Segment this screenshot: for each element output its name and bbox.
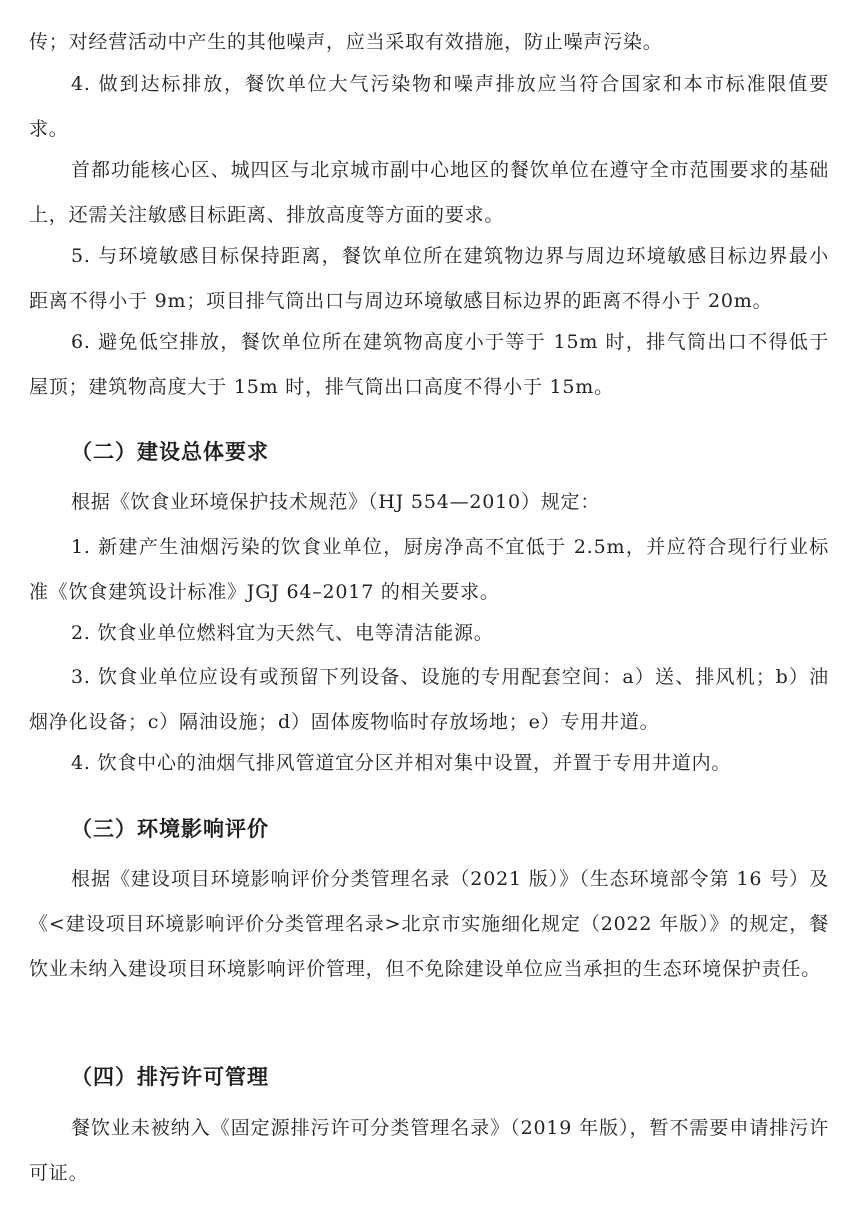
paragraph-item-4-exhaust-duct: 4. 饮食中心的油烟气排风管道宜分区并相对集中设置，并置于专用井道内。	[71, 752, 732, 774]
heading-environmental-impact-assessment: （三）环境影响评价	[71, 817, 269, 841]
paragraph-item-2-clean-fuel: 2. 饮食业单位燃料宜为天然气、电等清洁能源。	[71, 622, 494, 644]
paragraph-hj554-reference: 根据《饮食业环境保护技术规范》（HJ 554—2010）规定：	[71, 491, 601, 513]
heading-discharge-permit-management: （四）排污许可管理	[71, 1065, 269, 1089]
paragraph-eia-catalogue: 根据《建设项目环境影响评价分类管理名录（2021 版）》（生态环境部令第 16 号）及《<建设项目环境影响评价分类管理名录>北京市实施细化规定（2022 年版）》的规定，餐饮业未纳入建设项目环境影响评价管理，但不免除建设单位应当承担的生态环境保护责任。	[29, 868, 829, 980]
paragraph-core-district-requirements: 首都功能核心区、城四区与北京城市副中心地区的餐饮单位在遵守全市范围要求的基础上，还需关注敏感目标距离、排放高度等方面的要求。	[29, 159, 829, 226]
paragraph-noise-measures: 传；对经营活动中产生的其他噪声，应当采取有效措施，防止噪声污染。	[29, 31, 663, 53]
paragraph-item-6-low-altitude: 6. 避免低空排放，餐饮单位所在建筑物高度小于等于 15m 时，排气筒出口不得低于屋顶；建筑物高度大于 15m 时，排气筒出口高度不得小于 15m。	[29, 331, 829, 398]
paragraph-item-3-equipment-space: 3. 饮食业单位应设有或预留下列设备、设施的专用配套空间：a）送、排风机；b）油烟净化设备；c）隔油设施；d）固体废物临时存放场地；e）专用井道。	[29, 666, 829, 733]
heading-overall-requirements: （二）建设总体要求	[71, 440, 269, 464]
paragraph-item-1-kitchen-height: 1. 新建产生油烟污染的饮食业单位，厨房净高不宜低于 2.5m，并应符合现行行业标准《饮食建筑设计标准》JGJ 64–2017 的相关要求。	[29, 536, 829, 603]
paragraph-item-4-standard-discharge: 4. 做到达标排放，餐饮单位大气污染物和噪声排放应当符合国家和本市标准限值要求。	[29, 73, 829, 140]
paragraph-discharge-permit: 餐饮业未被纳入《固定源排污许可分类管理名录》（2019 年版），暂不需要申请排污许可证。	[29, 1117, 829, 1184]
paragraph-item-5-distance: 5. 与环境敏感目标保持距离，餐饮单位所在建筑物边界与周边环境敏感目标边界最小距离不得小于 9m；项目排气筒出口与周边环境敏感目标边界的距离不得小于 20m。	[29, 245, 829, 312]
